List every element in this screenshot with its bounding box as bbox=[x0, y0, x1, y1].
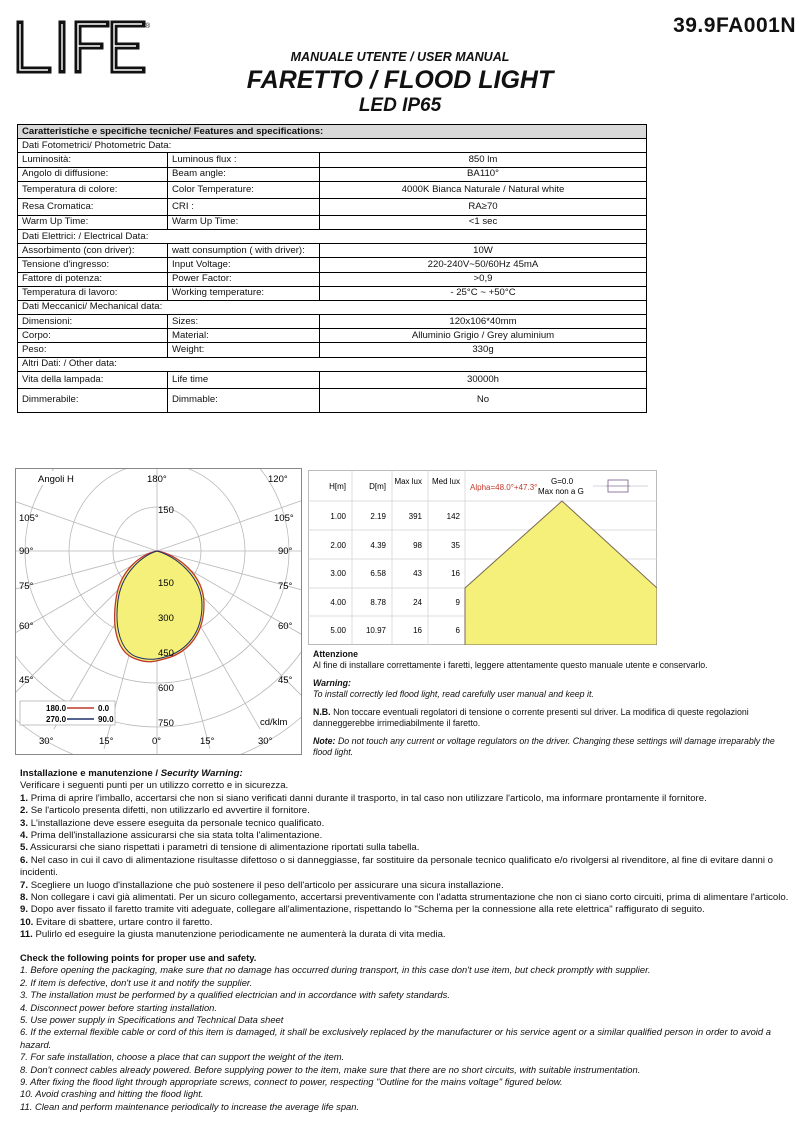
angle-label: 0° bbox=[152, 736, 162, 747]
unit-label: cd/klm bbox=[260, 717, 288, 728]
nb-text: Non toccare eventuali regolatori di tensione o corrente presenti sul driver. La modifica di queste regolazioni danneggerebbe irrimediabilmente il faretto. bbox=[313, 707, 749, 728]
spec-label-it: Temperatura di colore: bbox=[18, 181, 168, 198]
legend-b: 90.0 bbox=[98, 715, 114, 724]
angle-label: 75° bbox=[19, 581, 34, 592]
list-item: 2. Se l'articolo presenta difetti, non utilizzarlo ed avvertire il fornitore. bbox=[20, 805, 310, 817]
list-item: 9. After fixing the flood light through appropriate screws, connect to power, respecting "Outline for the mains voltage" figured below. bbox=[20, 1076, 563, 1088]
spec-value: BA110° bbox=[320, 167, 647, 181]
spec-label-it: Temperatura di lavoro: bbox=[18, 286, 168, 300]
list-item: 1. Prima di aprire l'imballo, accertarsi che non si siano verificati danni durante il trasporto, in tal caso non utilizzare l'articolo, ma informare prontamente il fornitore. bbox=[20, 792, 707, 804]
list-item: 7. For safe installation, choose a place that can support the weight of the item. bbox=[20, 1051, 345, 1063]
list-item: 8. Non collegare i cavi già alimentati. Per un sicuro collegamento, accertarsi preventivamente con l'adatta strumentazione che non ci siano corto circuiti, prima di alimentare l'articolo. bbox=[20, 892, 789, 904]
legend-b: 0.0 bbox=[98, 704, 110, 713]
title-block bbox=[170, 50, 630, 117]
spec-label-en: Power Factor: bbox=[168, 272, 320, 286]
g-label: G=0.0 bbox=[551, 477, 574, 486]
angle-label: 60° bbox=[278, 621, 293, 632]
radial-label: 450 bbox=[158, 648, 174, 659]
cell: 1.00 bbox=[330, 512, 346, 521]
attention-text: Al fine di installare correttamente i faretti, leggere attentamente questo manuale utente e conservarlo. bbox=[313, 660, 708, 670]
cell: 98 bbox=[413, 541, 422, 550]
cell: 5.00 bbox=[330, 626, 346, 635]
col-header: D[m] bbox=[369, 482, 386, 491]
spec-label-en: Weight: bbox=[168, 343, 320, 357]
warning-title: Warning: bbox=[313, 678, 351, 688]
spec-label-en: Life time bbox=[168, 371, 320, 388]
angle-label: 30° bbox=[258, 736, 273, 747]
angle-top-label: 180° bbox=[147, 474, 167, 485]
spec-label-en: Sizes: bbox=[168, 315, 320, 329]
angle-label: 90° bbox=[19, 546, 34, 557]
note-text: Do not touch any current or voltage regulators on the driver. Changing these settings will damage irreparably the flood light. bbox=[313, 736, 775, 757]
section-title: Altri Dati: / Other data: bbox=[18, 357, 647, 371]
spec-value: RA≥70 bbox=[320, 198, 647, 215]
list-item: 2. If item is defective, don't use it and notify the supplier. bbox=[20, 976, 253, 988]
cell: 2.00 bbox=[330, 541, 346, 550]
spec-value: <1 sec bbox=[320, 215, 647, 229]
spec-value: No bbox=[320, 388, 647, 412]
spec-table bbox=[17, 124, 647, 413]
spec-label-it: Dimmerabile: bbox=[18, 388, 168, 412]
spec-value: 120x106*40mm bbox=[320, 315, 647, 329]
spec-label-en: Warm Up Time: bbox=[168, 215, 320, 229]
angle-label: 45° bbox=[19, 675, 34, 686]
manual-label: MANUALE UTENTE / USER MANUAL bbox=[290, 50, 510, 64]
inst-title-it: Installazione e manutenzione / bbox=[20, 768, 161, 779]
spec-label-en: Beam angle: bbox=[168, 167, 320, 181]
product-code: 39.9FA001N bbox=[673, 14, 796, 37]
cell: 6 bbox=[455, 626, 460, 635]
max-label: Max non a G bbox=[538, 487, 584, 496]
cell: 2.19 bbox=[370, 512, 386, 521]
cell: 142 bbox=[446, 512, 460, 521]
spec-label-it: Assorbimento (con driver): bbox=[18, 244, 168, 258]
cell: 6.58 bbox=[370, 569, 386, 578]
list-item: 6. If the external flexible cable or cord of this item is damaged, it shall be exclusively replaced by the manufacturer or his service agent or a similar qualified person in order to avoid a hazard. bbox=[20, 1026, 771, 1050]
radial-label: 150 bbox=[158, 505, 174, 516]
angle-label: 105° bbox=[274, 513, 294, 524]
notes-block bbox=[313, 649, 783, 765]
note-label: Note: bbox=[313, 736, 336, 746]
photometric-chart bbox=[308, 470, 657, 645]
cell: 16 bbox=[451, 569, 460, 578]
spec-label-it: Fattore di potenza: bbox=[18, 272, 168, 286]
section-title: Dati Fotometrici/ Photometric Data: bbox=[18, 139, 647, 153]
spec-label-en: Luminous flux : bbox=[168, 153, 320, 167]
spec-label-it: Peso: bbox=[18, 343, 168, 357]
spec-label-en: watt consumption ( with driver): bbox=[168, 244, 320, 258]
spec-value: Alluminio Grigio / Grey aluminium bbox=[320, 329, 647, 343]
col-header: Max lux bbox=[394, 477, 422, 486]
spec-value: 220-240V~50/60Hz 45mA bbox=[320, 258, 647, 272]
cell: 16 bbox=[413, 626, 422, 635]
list-item: 10. Evitare di sbattere, urtare contro il faretto. bbox=[20, 916, 213, 928]
spec-header: Caratteristiche e specifiche tecniche/ Features and specifications: bbox=[18, 125, 647, 139]
safety-section bbox=[20, 952, 795, 1113]
cell: 35 bbox=[451, 541, 460, 550]
angle-label: 15° bbox=[99, 736, 114, 747]
spec-label-it: Vita della lampada: bbox=[18, 371, 168, 388]
attention-title: Attenzione bbox=[313, 649, 358, 659]
cell: 8.78 bbox=[370, 598, 386, 607]
spec-label-en: Material: bbox=[168, 329, 320, 343]
spec-value: - 25°C ~ +50°C bbox=[320, 286, 647, 300]
cell: 10.97 bbox=[365, 626, 386, 635]
angle-label: 90° bbox=[278, 546, 293, 557]
legend-a: 180.0 bbox=[46, 704, 67, 713]
cell: 43 bbox=[413, 569, 422, 578]
svg-text:®: ® bbox=[145, 23, 151, 30]
list-item: 11. Clean and perform maintenance periodically to increase the average life span. bbox=[20, 1100, 360, 1112]
spec-label-it: Warm Up Time: bbox=[18, 215, 168, 229]
alpha-label: Alpha=48.0°+47.3° bbox=[470, 483, 538, 492]
spec-value: 850 lm bbox=[320, 153, 647, 167]
spec-value: 330g bbox=[320, 343, 647, 357]
spec-value: 10W bbox=[320, 244, 647, 258]
spec-label-it: Dimensioni: bbox=[18, 315, 168, 329]
spec-label-it: Angolo di diffusione: bbox=[18, 167, 168, 181]
section-title: Dati Elettrici: / Electrical Data: bbox=[18, 229, 647, 243]
list-item: 5. Assicurarsi che siano rispettati i parametri di tensione di alimentazione riportati sulla tabella. bbox=[20, 842, 420, 854]
spec-label-en: Working temperature: bbox=[168, 286, 320, 300]
list-item: 1. Before opening the packaging, make sure that no damage has occurred during transport, in this case don't use item, but check promptly with supplier. bbox=[20, 964, 651, 976]
spec-label-it: Tensione d'ingresso: bbox=[18, 258, 168, 272]
safety-title: Check the following points for proper use and safety. bbox=[20, 952, 257, 963]
angle-label: 15° bbox=[200, 736, 215, 747]
col-header: Med lux bbox=[431, 477, 460, 486]
polar-diagram bbox=[15, 468, 302, 755]
cell: 4.00 bbox=[330, 598, 346, 607]
angle-label: 60° bbox=[19, 621, 34, 632]
list-item: 9. Dopo aver fissato il faretto tramite viti adeguate, collegare all'alimentazione, rispettando lo "Schema per la connessione alla rete elettrica" raffigurato di seguito. bbox=[20, 904, 705, 916]
spec-label-en: Input Voltage: bbox=[168, 258, 320, 272]
radial-label: 150 bbox=[158, 578, 174, 589]
product-title: FARETTO / FLOOD LIGHT bbox=[246, 66, 554, 94]
list-item: 4. Disconnect power before starting installation. bbox=[20, 1001, 217, 1013]
list-item: 8. Don't connect cables already powered. Before supplying power to the item, make sure that there are no short circuits, with suitable instrumentation. bbox=[20, 1063, 641, 1075]
spec-label-it: Corpo: bbox=[18, 329, 168, 343]
angle-label: 30° bbox=[39, 736, 54, 747]
inst-intro: Verificare i seguenti punti per un utilizzo corretto e in sicurezza. bbox=[20, 780, 289, 792]
inst-title-en: Security Warning: bbox=[160, 768, 243, 779]
spec-label-en: Dimmable: bbox=[168, 388, 320, 412]
angle-label: 75° bbox=[278, 581, 293, 592]
list-item: 4. Prima dell'installazione assicurarsi che sia stata tolta l'alimentazione. bbox=[20, 830, 323, 842]
spec-value: 4000K Bianca Naturale / Natural white bbox=[320, 181, 647, 198]
list-item: 7. Scegliere un luogo d'installazione che può sostenere il peso dell'articolo per assicurare una sicura installazione. bbox=[20, 879, 504, 891]
spec-label-en: CRI : bbox=[168, 198, 320, 215]
spec-label-it: Resa Cromatica: bbox=[18, 198, 168, 215]
col-header: H[m] bbox=[329, 482, 346, 491]
spec-value: 30000h bbox=[320, 371, 647, 388]
cell: 24 bbox=[413, 598, 422, 607]
cell: 4.39 bbox=[370, 541, 386, 550]
list-item: 3. The installation must be performed by a qualified electrician and in accordance with safety standards. bbox=[20, 989, 450, 1001]
angle-label: 105° bbox=[19, 513, 39, 524]
nb-label: N.B. bbox=[313, 707, 331, 717]
spec-value: >0,9 bbox=[320, 272, 647, 286]
radial-label: 750 bbox=[158, 718, 174, 729]
warning-text: To install correctly led flood light, read carefully user manual and keep it. bbox=[313, 689, 594, 699]
list-item: 11. Pulirlo ed eseguire la giusta manutenzione periodicamente ne aumenterà la durata di vita media. bbox=[20, 929, 446, 941]
spec-label-en: Color Temperature: bbox=[168, 181, 320, 198]
legend-a: 270.0 bbox=[46, 715, 67, 724]
corner-right-label: 120° bbox=[268, 474, 288, 485]
product-subtitle: LED IP65 bbox=[358, 95, 442, 116]
spec-label-it: Luminosità: bbox=[18, 153, 168, 167]
radial-label: 600 bbox=[158, 683, 174, 694]
list-item: 5. Use power supply in Specifications and Technical Data sheet bbox=[20, 1014, 284, 1026]
angle-label: 45° bbox=[278, 675, 293, 686]
life-logo bbox=[14, 18, 154, 78]
cell: 391 bbox=[408, 512, 422, 521]
corner-left-label: Angoli H bbox=[38, 474, 74, 485]
cell: 3.00 bbox=[330, 569, 346, 578]
list-item: 10. Avoid crashing and hitting the flood light. bbox=[20, 1088, 204, 1100]
radial-label: 300 bbox=[158, 613, 174, 624]
cell: 9 bbox=[455, 598, 460, 607]
section-title: Dati Meccanici/ Mechanical data: bbox=[18, 300, 647, 314]
list-item: 3. L'installazione deve essere eseguita da personale tecnico qualificato. bbox=[20, 817, 325, 829]
list-item: 6. Nel caso in cui il cavo di alimentazione risultasse difettoso o si danneggiasse, far sostituire da personale tecnico qualificato e/o rivolgersi al rivenditore, al fine di evitare danni o incidenti. bbox=[20, 854, 774, 879]
installation-section bbox=[20, 768, 795, 942]
